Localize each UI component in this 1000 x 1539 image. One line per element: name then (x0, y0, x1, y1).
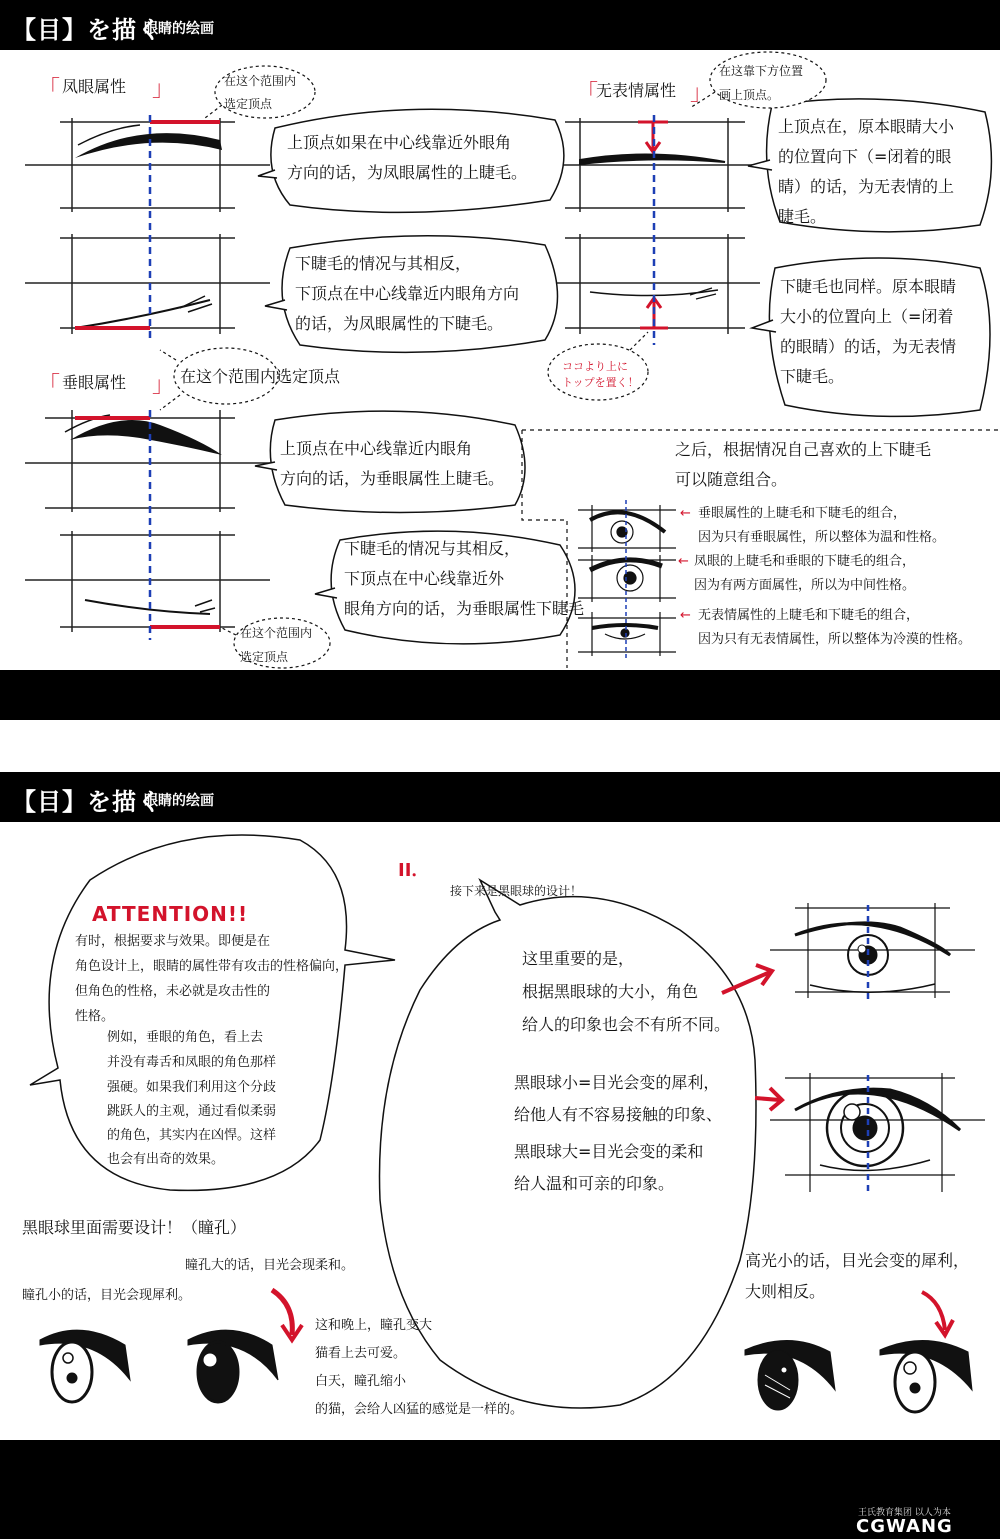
footer-bar (0, 1440, 1000, 1539)
wubiaoqing-title: 无表情属性 (596, 81, 677, 100)
combo-item-1-a: 垂眼属性的上睫毛和下睫毛的组合， (698, 506, 907, 521)
cat-4: 的猫，会给人凶猛的感觉是一样的。 (315, 1402, 524, 1417)
iris-bubble-3: 给人的印象也会不有所不同。 (522, 1015, 731, 1034)
section-mark: II． (398, 860, 430, 881)
attention-p2-4: 跳跃人的主观，通过看似柔弱 (107, 1104, 277, 1119)
eye-highlight-small (745, 1340, 835, 1410)
header-title: 【目】を描く (12, 16, 162, 44)
pupil-small-note: 瞳孔小的话，目光会现犀利。 (22, 1288, 192, 1303)
fengyan-upper-line2: 方向的话，为凤眼属性的上睫毛。 (287, 163, 528, 182)
attention-p2-6: 也会有出奇的效果。 (107, 1152, 225, 1167)
fengyan-lower-line3: 的话，为凤眼属性的下睫毛。 (295, 314, 504, 333)
cat-3: 白天，瞳孔缩小 (315, 1374, 407, 1389)
attention-p1-4: 性格。 (75, 1009, 115, 1024)
attention-p2-1: 例如，垂眼的角色，看上去 (107, 1030, 264, 1045)
combo-item-2-b: 因为有两方面属性，所以为中间性格。 (694, 578, 916, 593)
bracket-close: 」 (152, 373, 175, 398)
chuiyan-upper-line1: 上顶点在中心线靠近内眼角 (280, 439, 473, 458)
wubiaoqing-upper-line4: 睫毛。 (778, 207, 827, 226)
attention-title: ATTENTION!! (92, 902, 249, 926)
combo-intro-2: 可以随意组合。 (675, 470, 788, 489)
jp-note-2: トップを置く！ (562, 376, 639, 389)
bracket-close: 」 (690, 81, 713, 106)
cat-2: 猫看上去可爱。 (315, 1346, 407, 1361)
combo-item-2-a: 凤眼的上睫毛和垂眼的下睫毛的组合， (694, 554, 916, 569)
combo-item-1-b: 因为只有垂眼属性，所以整体为温和性格。 (698, 530, 946, 545)
header-subtitle: 眼睛的绘画 (144, 21, 214, 37)
wubiaoqing-upper-line3: 睛）的话，为无表情的上 (778, 177, 955, 196)
eye-pupil-large (188, 1330, 278, 1402)
header-title: 【目】を描く (12, 788, 162, 816)
section-label: 接下来是黑眼球的设计！ (450, 884, 583, 898)
fengyan-lower-line1: 下睫毛的情况与其相反， (295, 254, 472, 273)
wubiaoqing-upper-line1: 上顶点在，原本眼睛大小 (778, 117, 955, 136)
wubiaoqing-lower-line4: 下睫毛。 (780, 367, 845, 386)
combo-item-3-a: 无表情属性的上睫毛和下睫毛的组合， (698, 608, 920, 623)
iris-bubble-2: 根据黑眼球的大小，角色 (522, 982, 699, 1001)
chuiyan-upper-line2: 方向的话，为垂眼属性上睫毛。 (280, 469, 505, 488)
chuiyan-bottom-note-2: 选定顶点 (240, 650, 289, 664)
chuiyan-range-note: 在这个范围内选定顶点 (180, 367, 341, 386)
footer-logo-text: CGWANG (856, 1516, 953, 1537)
iris-bubble-1: 这里重要的是， (522, 949, 635, 968)
pupil-title: 黑眼球里面需要设计！（瞳孔） (22, 1218, 247, 1237)
fengyan-title: 凤眼属性 (62, 77, 127, 96)
chuiyan-lower-line1: 下睫毛的情况与其相反， (344, 539, 521, 558)
highlight-2: 大则相反。 (745, 1282, 826, 1301)
attention-p2-5: 的角色，其实内在凶悍。这样 (107, 1128, 277, 1143)
large-iris-1: 黑眼球大=目光会变的柔和 (514, 1142, 704, 1161)
attention-p1-3: 但角色的性格，未必就是攻击性的 (75, 984, 271, 999)
combo-arrow-2: ← (678, 554, 689, 569)
combo-item-3-b: 因为只有无表情属性，所以整体为冷漠的性格。 (698, 632, 972, 647)
attention-p1-2: 角色设计上，眼睛的属性带有攻击的性格偏向， (75, 959, 349, 974)
highlight-1: 高光小的话，目光会变的犀利， (745, 1251, 970, 1270)
bracket-open: 「 (38, 77, 61, 102)
wubiaoqing-lower-line1: 下睫毛也同样。原本眼睛 (780, 277, 957, 296)
cat-1: 这和晚上，瞳孔变大 (315, 1318, 433, 1333)
header-subtitle: 眼睛的绘画 (144, 793, 214, 809)
eye-highlight-large (880, 1340, 972, 1412)
attention-p2-2: 并没有毒舌和凤眼的角色那样 (107, 1055, 277, 1070)
eye-pupil-small (40, 1330, 130, 1402)
fengyan-range-note-2: 选定顶点 (224, 97, 273, 111)
small-iris-1: 黑眼球小=目光会变的犀利， (514, 1073, 720, 1092)
attention-p1-1: 有时，根据要求与效果。即便是在 (75, 934, 271, 949)
fengyan-upper-line1: 上顶点如果在中心线靠近外眼角 (287, 133, 512, 152)
wubiaoqing-note-1: 在这靠下方位置 (719, 64, 804, 78)
wubiaoqing-lower-line3: 的眼睛）的话，为无表情 (780, 337, 957, 356)
small-iris-2: 给他人有不容易接触的印象、 (514, 1105, 723, 1124)
footer-tagline: 王氏教育集团 以人为本 (858, 1508, 951, 1518)
fengyan-range-note-1: 在这个范围内 (224, 74, 297, 88)
bracket-open: 「 (38, 373, 61, 398)
bracket-open: 「 (576, 81, 599, 106)
wubiaoqing-note-2: 画上顶点。 (719, 88, 780, 102)
combo-arrow-3: ← (680, 608, 691, 623)
chuiyan-bottom-note-1: 在这个范围内 (240, 626, 313, 640)
jp-note-1: ココより上に (562, 360, 628, 373)
chuiyan-lower-line2: 下顶点在中心线靠近外 (344, 569, 505, 588)
pupil-large-note: 瞳孔大的话，目光会现柔和。 (185, 1258, 355, 1273)
fengyan-lower-line2: 下顶点在中心线靠近内眼角方向 (295, 284, 520, 303)
combo-intro-1: 之后，根据情况自己喜欢的上下睫毛 (675, 440, 932, 459)
chuiyan-lower-line3: 眼角方向的话，为垂眼属性下睫毛 (344, 599, 585, 618)
combo-arrow-1: ← (680, 506, 691, 521)
large-iris-2: 给人温和可亲的印象。 (514, 1174, 675, 1193)
wubiaoqing-upper-line2: 的位置向下（=闭着的眼 (778, 147, 952, 166)
eye-large-iris (770, 1073, 985, 1192)
bracket-close: 」 (152, 77, 175, 102)
attention-p2-3: 强硬。如果我们利用这个分歧 (107, 1080, 277, 1095)
wubiaoqing-lower-line2: 大小的位置向上（=闭着 (780, 307, 954, 326)
eye-small-iris (770, 903, 975, 998)
chuiyan-title: 垂眼属性 (62, 373, 127, 392)
